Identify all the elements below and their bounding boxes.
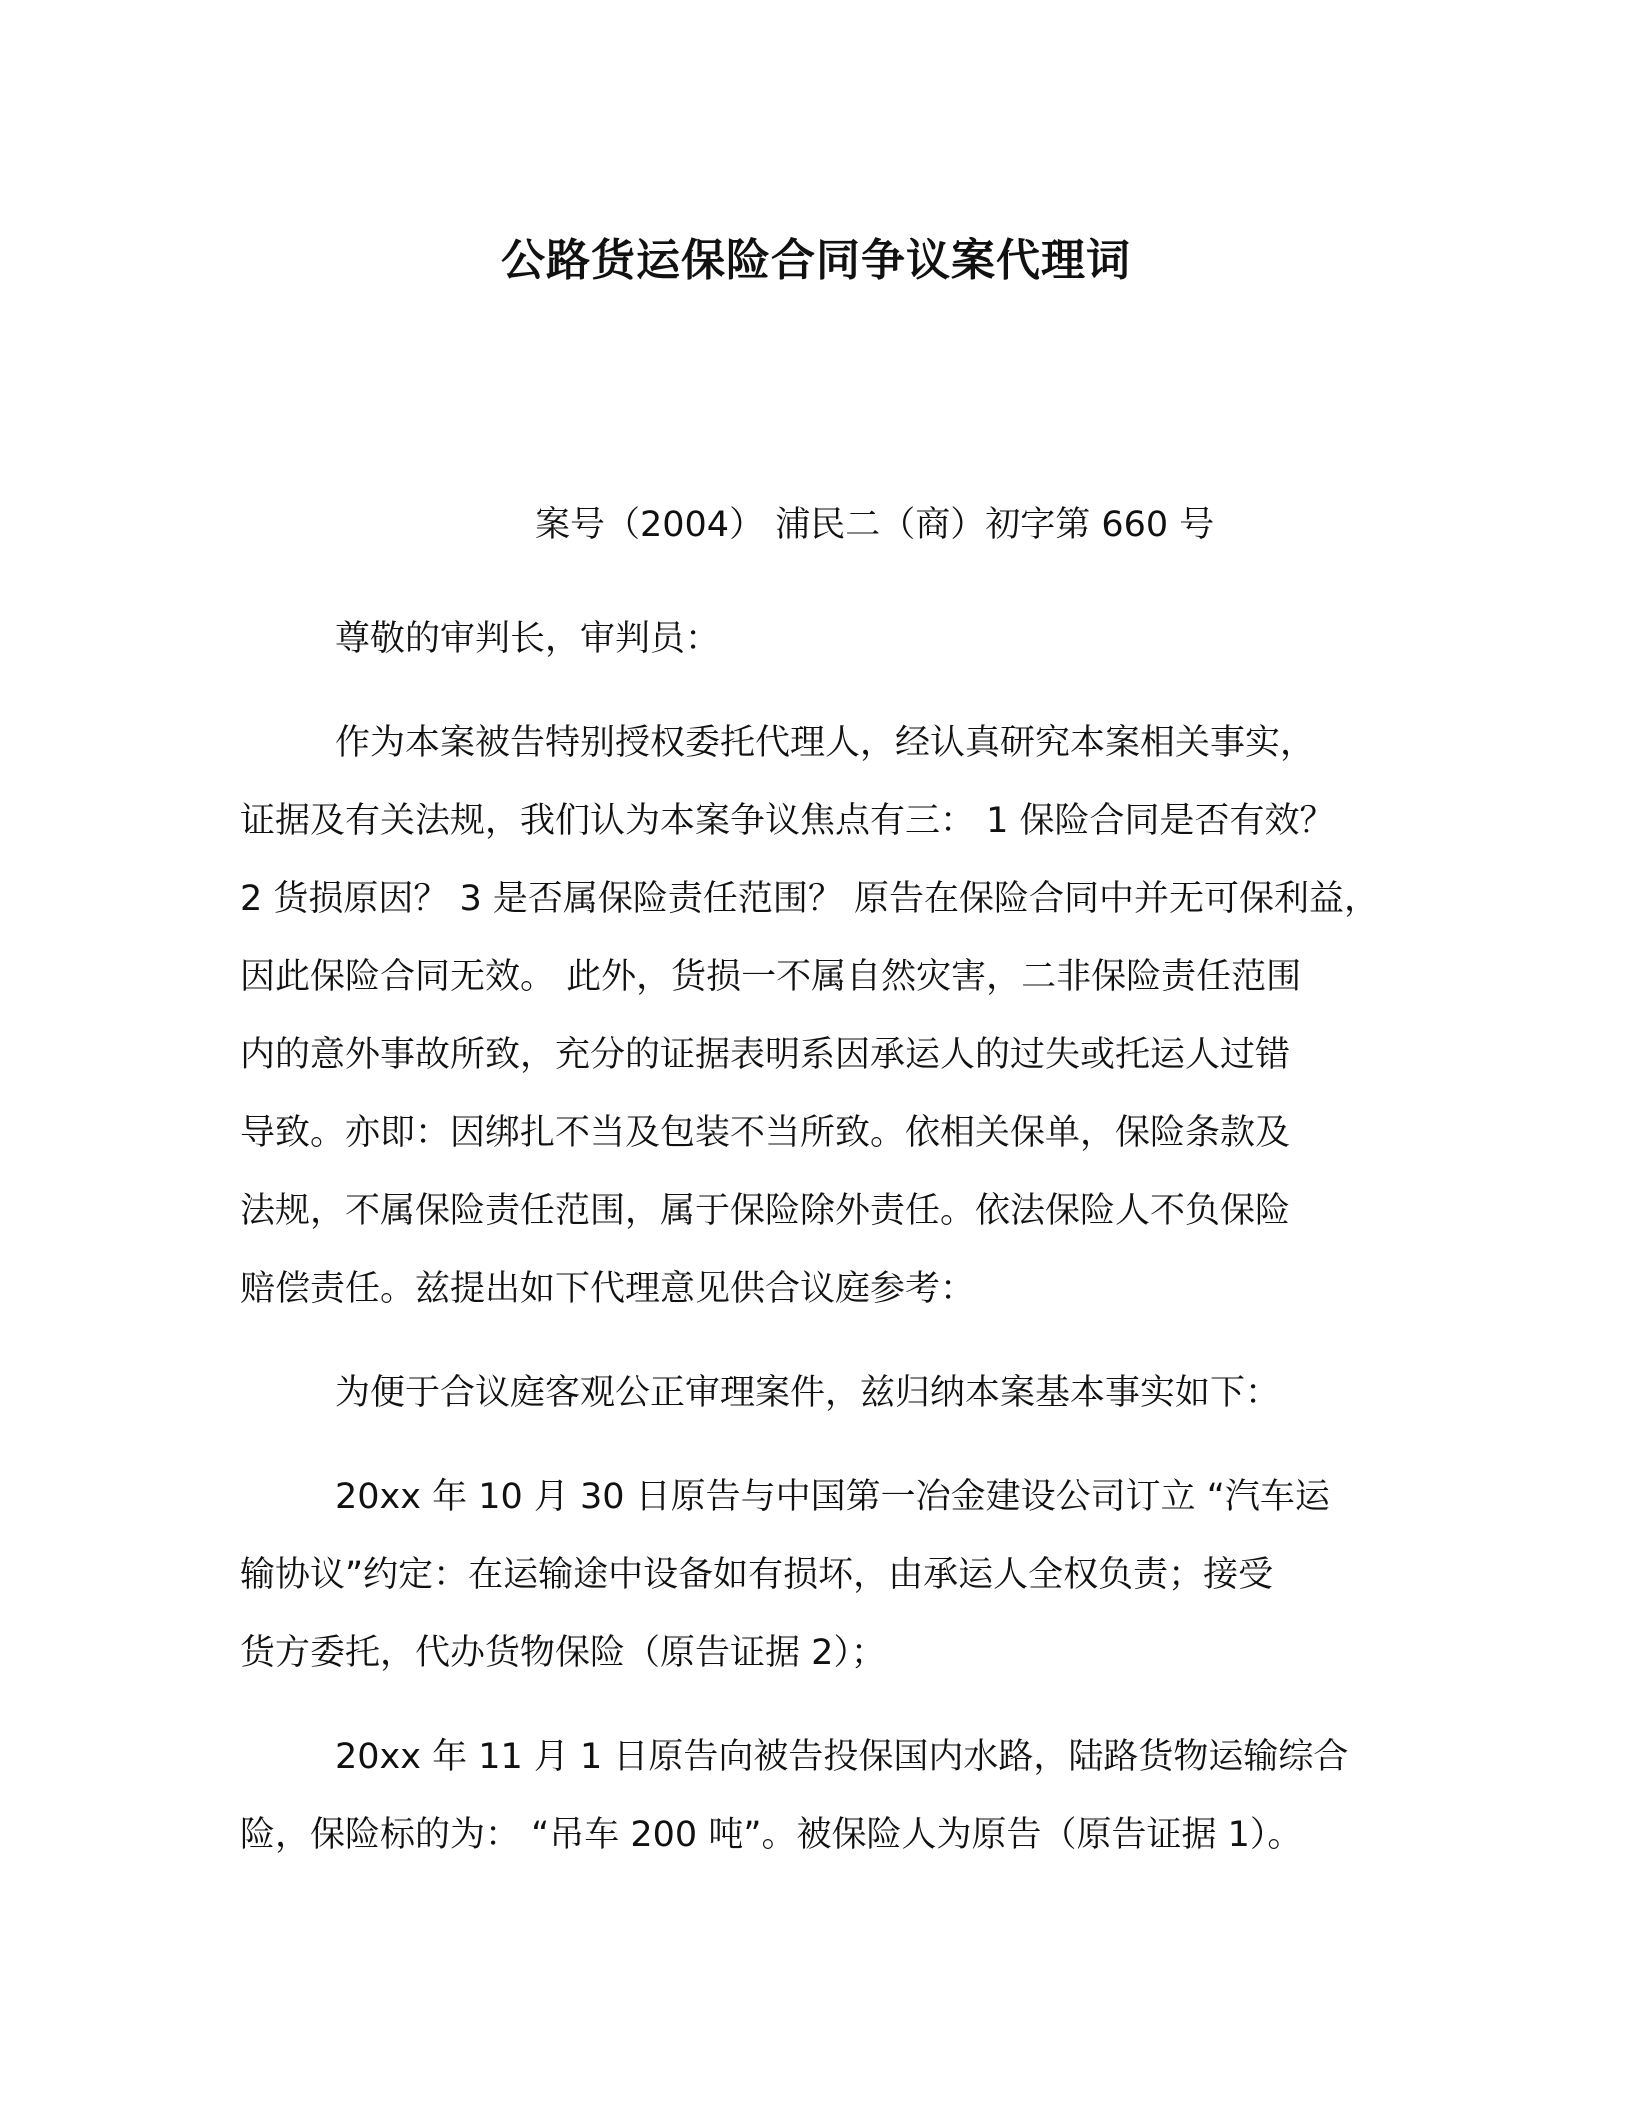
document-title: 公路货运保险合同争议案代理词 bbox=[501, 235, 1131, 286]
paragraph-line: 2 货损原因？ 3 是否属保险责任范围？ 原告在保险合同中并无可保利益， bbox=[240, 879, 1380, 919]
paragraph-line: 赔偿责任。兹提出如下代理意见供合议庭参考： bbox=[240, 1269, 976, 1309]
paragraph-line: 内的意外事故所致，充分的证据表明系因承运人的过失或托运人过错 bbox=[240, 1035, 1291, 1075]
paragraph-line: 因此保险合同无效。 此外，货损一不属自然灾害，二非保险责任范围 bbox=[240, 957, 1302, 997]
paragraph-line: 导致。亦即：因绑扎不当及包装不当所致。依相关保单，保险条款及 bbox=[240, 1113, 1291, 1153]
paragraph-line: 险，保险标的为： “吊车 200 吨”。被保险人为原告（原告证据 1）。 bbox=[240, 1815, 1303, 1855]
paragraph-line: 货方委托，代办货物保险（原告证据 2）； bbox=[240, 1633, 886, 1673]
paragraph-line: 法规，不属保险责任范围，属于保险除外责任。依法保险人不负保险 bbox=[240, 1191, 1291, 1231]
fact-paragraph-1 bbox=[240, 1458, 1420, 1692]
case-number: 案号（2004） 浦民二（商）初字第 660 号 bbox=[535, 505, 1215, 545]
document-body bbox=[240, 600, 1420, 1874]
paragraph-line: 证据及有关法规，我们认为本案争议焦点有三： 1 保险合同是否有效？ bbox=[240, 801, 1335, 841]
paragraph-line: 输协议”约定：在运输途中设备如有损坏，由承运人全权负责；接受 bbox=[240, 1555, 1274, 1595]
fact-paragraph-2 bbox=[240, 1718, 1420, 1874]
paragraph-line: 20xx 年 10 月 30 日原告与中国第一冶金建设公司订立 “汽车运 bbox=[335, 1477, 1330, 1517]
summary-paragraph: 为便于合议庭客观公正审理案件，兹归纳本案基本事实如下： bbox=[335, 1373, 1281, 1413]
paragraph-line: 20xx 年 11 月 1 日原告向被告投保国内水路，陆路货物运输综合 bbox=[335, 1737, 1349, 1777]
salutation: 尊敬的审判长，审判员： bbox=[335, 619, 721, 659]
intro-paragraph bbox=[240, 704, 1420, 1328]
paragraph-line: 作为本案被告特别授权委托代理人，经认真研究本案相关事实， bbox=[335, 723, 1316, 763]
